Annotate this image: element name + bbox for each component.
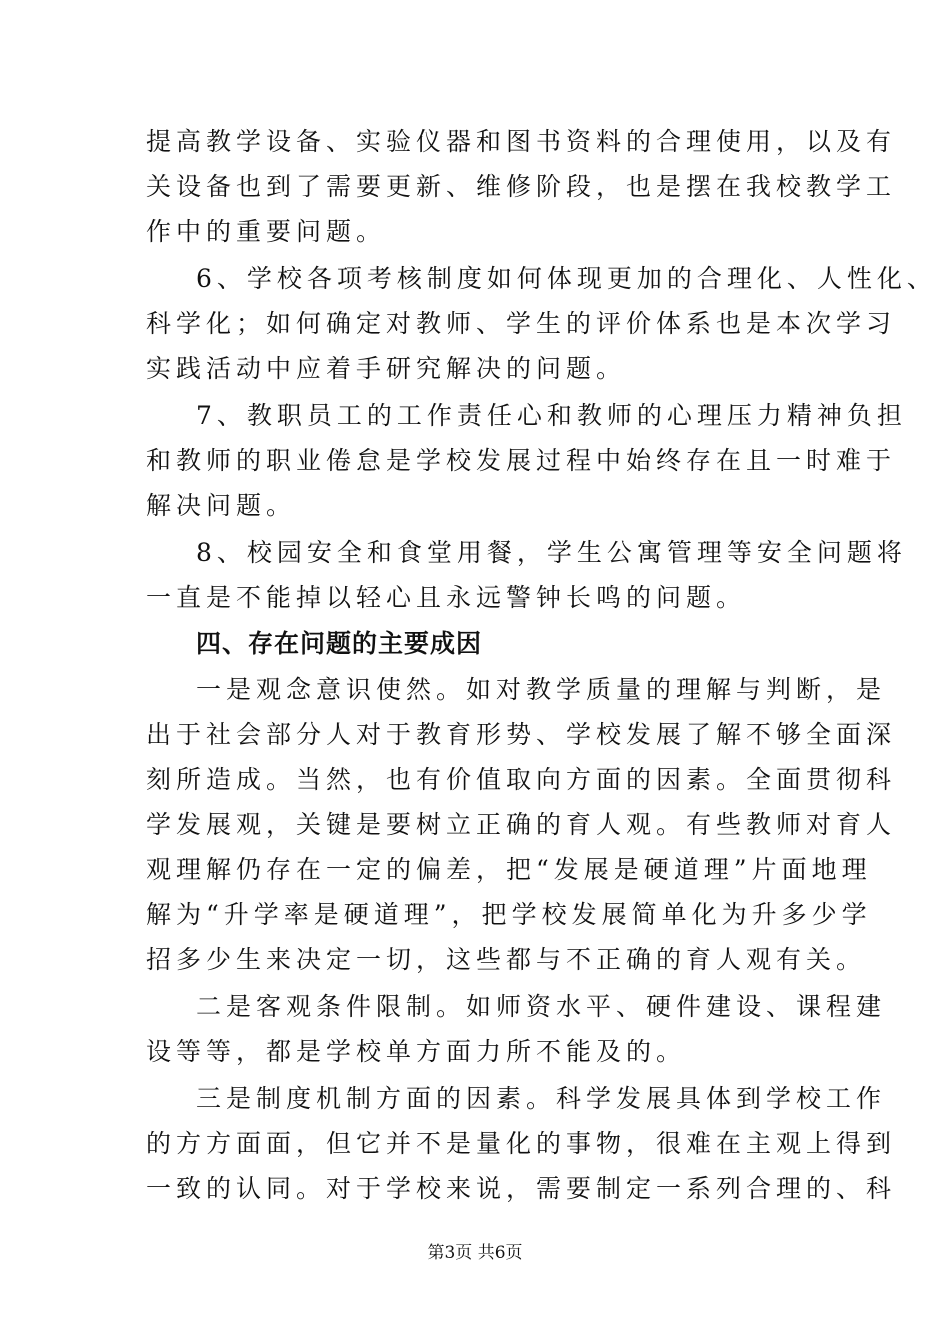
text-line: 解为“升学率是硬道理”，把学校发展简单化为升多少学 bbox=[146, 900, 872, 929]
text-line: 科学化；如何确定对教师、学生的评价体系也是本次学习 bbox=[146, 309, 897, 338]
text-line: 设等等，都是学校单方面力所不能及的。 bbox=[146, 1037, 687, 1066]
text-line: 刻所造成。当然，也有价值取向方面的因素。全面贯彻科 bbox=[146, 765, 897, 794]
paragraph-first-line: 7、教职员工的工作责任心和教师的心理压力精神负担 bbox=[196, 401, 907, 430]
text-line: 出于社会部分人对于教育形势、学校发展了解不够全面深 bbox=[146, 720, 897, 749]
text-line: 观理解仍存在一定的偏差，把“发展是硬道理”片面地理 bbox=[146, 855, 872, 884]
paragraph-first-line: 8、校园安全和食堂用餐，学生公寓管理等安全问题将 bbox=[196, 538, 907, 567]
paragraph-first-line: 一是观念意识使然。如对教学质量的理解与判断，是 bbox=[196, 675, 887, 704]
paragraph-first-line: 三是制度机制方面的因素。科学发展具体到学校工作 bbox=[196, 1084, 887, 1113]
page-number-footer: 第3页 共6页 bbox=[427, 1243, 523, 1263]
text-line: 关设备也到了需要更新、维修阶段，也是摆在我校教学工 bbox=[146, 172, 897, 201]
text-line: 的方方面面，但它并不是量化的事物，很难在主观上得到 bbox=[146, 1129, 897, 1158]
paragraph-first-line: 二是客观条件限制。如师资水平、硬件建设、课程建 bbox=[196, 992, 887, 1021]
text-line: 提高教学设备、实验仪器和图书资料的合理使用，以及有 bbox=[146, 127, 897, 156]
text-line: 实践活动中应着手研究解决的问题。 bbox=[146, 354, 627, 383]
text-line: 作中的重要问题。 bbox=[146, 217, 387, 246]
text-line: 和教师的职业倦怠是学校发展过程中始终存在且一时难于 bbox=[146, 446, 897, 475]
text-line: 一直是不能掉以轻心且永远警钟长鸣的问题。 bbox=[146, 583, 747, 612]
text-line: 招多少生来决定一切，这些都与不正确的育人观有关。 bbox=[146, 945, 867, 974]
text-line: 一致的认同。对于学校来说，需要制定一系列合理的、科 bbox=[146, 1174, 897, 1203]
text-line: 学发展观，关键是要树立正确的育人观。有些教师对育人 bbox=[146, 810, 897, 839]
section-heading: 四、存在问题的主要成因 bbox=[196, 629, 483, 658]
paragraph-first-line: 6、学校各项考核制度如何体现更加的合理化、人性化、 bbox=[196, 264, 937, 293]
text-line: 解决问题。 bbox=[146, 491, 297, 520]
